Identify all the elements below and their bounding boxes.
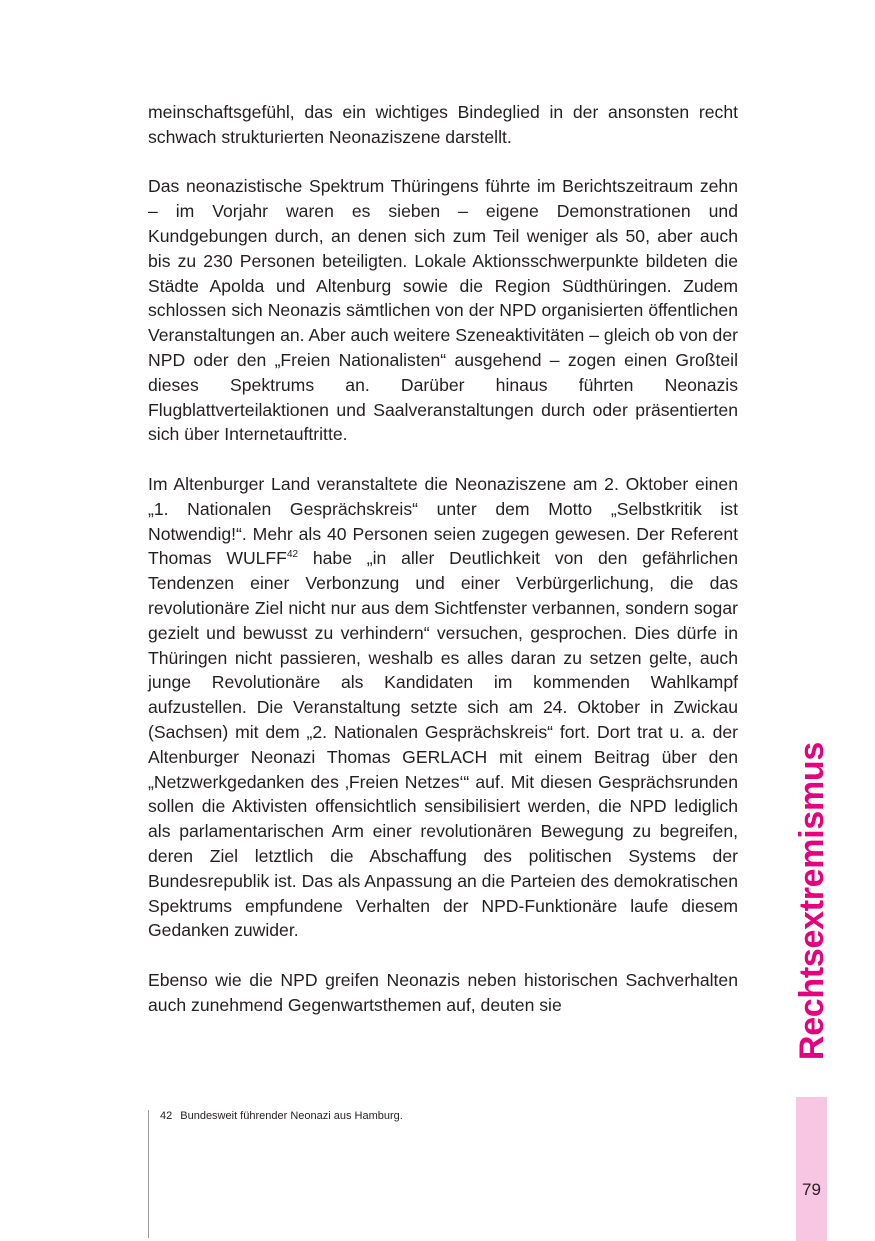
page-number: 79: [802, 1180, 821, 1199]
paragraph: meinschaftsgefühl, das ein wichtiges Bindeglied in der ansonsten recht schwach strukturierten Neonaziszene darstellt.: [148, 102, 738, 147]
main-text: [148, 100, 738, 1017]
footnote-reference[interactable]: 42: [286, 549, 299, 561]
footnote-number: 42: [160, 1110, 173, 1122]
chapter-side-title: [790, 742, 834, 1062]
paragraph: Das neonazistische Spektrum Thüringens führte im Berichtszeitraum zehn – im Vorjahr waren es sieben – eigene Demonstrationen und Kundgebungen durch, an denen sich zum Teil weniger als 50, aber auch bis zu 230 Personen beteiligten. Lokale Aktionsschwerpunkte bildeten die Städte Apolda und Altenburg sowie die Region Südthüringen. Zudem schlossen sich Neonazis sämtlichen von der NPD organisierten öffentlichen Veranstaltungen an. Aber auch weitere Szeneaktivitäten – gleich ob von der NPD oder den „Freien Nationalisten“ ausgehend – zogen einen Großteil dieses Spektrums an. Darüber hinaus führten Neonazis Flugblattverteilaktionen und Saalveranstaltungen durch oder präsentierten sich über Internetauftritte.: [148, 176, 738, 445]
footnote: [160, 1109, 403, 1123]
paragraph: Ebenso wie die NPD greifen Neonazis neben historischen Sachverhalten auch zunehmend Gegenwartsthemen auf, deuten sie: [148, 969, 738, 1015]
chapter-side-title-text: Rechtsextremismus: [793, 742, 831, 1061]
footnote-text: Bundesweit führender Neonazi aus Hamburg.: [180, 1110, 403, 1122]
paragraph-text-after-note: habe „in aller Deutlichkeit von den gefährlichen Tendenzen einer Verbonzung und einer Verbürgerlichung, die das revolutionäre Ziel nicht nur aus dem Sichtfenster verbannen, sondern sogar gezielt und bewusst zu verhindern“ versuchen, gesprochen. Dies dürfe in Thüringen nicht passieren, weshalb es alles daran zu setzen gelte, auch junge Revolutionäre als Kandidaten im kommenden Wahlkampf aufzustellen. Die Veranstaltung setzte sich am 24. Oktober in Zwickau (Sachsen) mit dem „2. Nationalen Gesprächskreis“ fort. Dort trat u. a. der Altenburger Neonazi Thomas GERLACH mit einem Beitrag über den „Netzwerkgedanken des ‚Freien Netzes‘“ auf. Mit diesen Gesprächsrunden sollen die Aktivisten offensichtlich sensibilisiert werden, die NPD lediglich als parlamentarischen Arm einer revolutionären Bewegung zu begreifen, deren Ziel letztlich die Abschaffung des politischen Systems der Bundesrepublik ist. Das als Anpassung an die Parteien des demokratischen Spektrums empfundene Verhalten der NPD-Funktionäre laufe diesem Gedanken zuwider.: [148, 548, 738, 941]
paragraph-text-before-note: Im Altenburger Land veranstaltete die Neonaziszene am 2. Oktober einen „1. Nationalen Gesprächskreis“ unter dem Motto „Selbstkritik ist Notwendig!“. Mehr als 40 Personen seien zugegen gewesen. Der Referent Thomas WULFF: [148, 473, 738, 569]
page-number-tab: [796, 1097, 827, 1241]
footnote-rule: [148, 1110, 149, 1238]
paragraph-with-footnote: [148, 472, 738, 943]
